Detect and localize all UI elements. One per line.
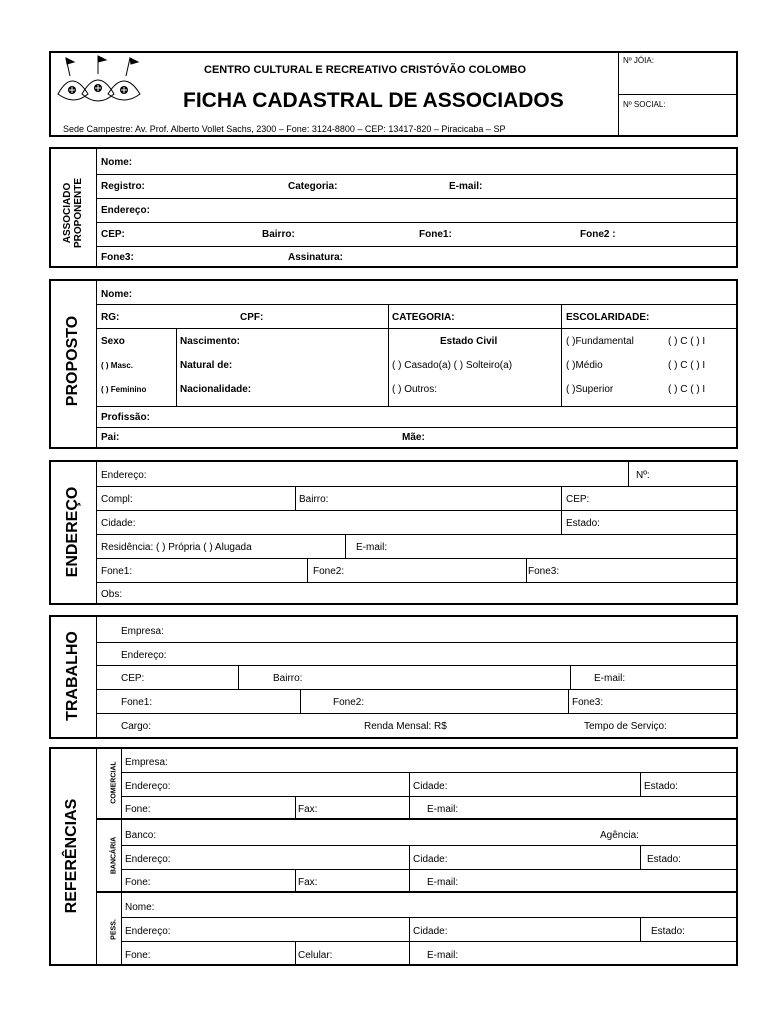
bancaria-pessoal-separator <box>97 891 737 893</box>
trabalho-col-line <box>568 690 569 713</box>
proposto-nascimento[interactable]: Nascimento: <box>180 336 241 347</box>
pessoal-celular[interactable]: Celular: <box>298 950 333 961</box>
endereco-estado[interactable]: Estado: <box>566 518 600 529</box>
endereco-col-line <box>295 487 296 510</box>
endereco-numero[interactable]: Nº: <box>636 470 650 481</box>
pessoal-cidade[interactable]: Cidade: <box>413 926 448 937</box>
endereco-fone3[interactable]: Fone3: <box>528 566 560 577</box>
comercial-cidade[interactable]: Cidade: <box>413 781 448 792</box>
org-name: CENTRO CULTURAL E RECREATIVO CRISTÓVÃO COLOMBO <box>204 64 527 76</box>
superior-option[interactable]: ( )Superior <box>566 384 614 395</box>
comercial-email[interactable]: E-mail: <box>427 804 459 815</box>
fundamental-option[interactable]: ( )Fundamental <box>566 336 634 347</box>
endereco-row-line <box>97 558 737 559</box>
pessoal-fone[interactable]: Fone: <box>125 950 151 961</box>
pessoal-estado[interactable]: Estado: <box>651 926 685 937</box>
proposto-side-label: PROPOSTO <box>64 315 81 407</box>
proponente-endereco[interactable]: Endereço: <box>101 205 150 216</box>
proposto-profissao[interactable]: Profissão: <box>101 412 150 423</box>
trabalho-row-line <box>97 689 737 690</box>
endereco-bairro[interactable]: Bairro: <box>299 494 329 505</box>
endereco-row-line <box>97 486 737 487</box>
proponente-side-label <box>62 163 84 263</box>
proponente-row-line <box>97 174 737 175</box>
referencias-sub-divider <box>121 748 122 965</box>
side-label-line1: ASSOCIADO <box>62 182 73 244</box>
estado-civil-outros[interactable]: ( ) Outros: <box>392 384 438 395</box>
trabalho-endereco[interactable]: Endereço: <box>121 650 167 661</box>
bancaria-row-line <box>122 869 737 870</box>
pessoal-nome[interactable]: Nome: <box>125 902 155 913</box>
endereco-col-line <box>628 461 629 486</box>
trabalho-side-label: TRABALHO <box>64 631 81 721</box>
proponente-box <box>49 147 738 268</box>
medio-option[interactable]: ( )Médio <box>566 360 603 371</box>
proponente-fone1[interactable]: Fone1: <box>419 229 452 240</box>
comercial-col-line <box>409 797 410 818</box>
trabalho-side-divider <box>96 616 97 738</box>
proposto-categoria[interactable]: CATEGORIA: <box>392 312 455 323</box>
bancaria-fone[interactable]: Fone: <box>125 877 151 888</box>
trabalho-row-line <box>97 713 737 714</box>
endereco-cidade[interactable]: Cidade: <box>101 518 136 529</box>
trabalho-empresa[interactable]: Empresa: <box>121 626 164 637</box>
proposto-estado-civil: Estado Civil <box>440 336 498 347</box>
proposto-row-line <box>97 304 737 305</box>
referencias-side-divider <box>96 748 97 965</box>
pessoal-endereco[interactable]: Endereço: <box>125 926 171 937</box>
social-label: Nº SOCIAL: <box>623 100 666 109</box>
trabalho-col-line <box>570 666 571 689</box>
bancaria-col-line <box>409 870 410 891</box>
proposto-col-line <box>388 305 389 406</box>
endereco-col-line <box>561 487 562 534</box>
comercial-fone[interactable]: Fone: <box>125 804 151 815</box>
pessoal-col-line <box>295 942 296 965</box>
proposto-rg[interactable]: RG: <box>101 312 120 323</box>
pessoal-email[interactable]: E-mail: <box>427 950 459 961</box>
proposto-pai[interactable]: Pai: <box>101 432 120 443</box>
bancaria-label: BANCÁRIA <box>110 836 118 875</box>
comercial-bancaria-separator <box>97 818 737 820</box>
proponente-nome[interactable]: Nome: <box>101 157 133 168</box>
pessoal-row-line <box>122 941 737 942</box>
proponente-row-line <box>97 222 737 223</box>
endereco-residencia[interactable]: Residência: ( ) Própria ( ) Alugada <box>101 542 252 553</box>
pessoal-col-line <box>640 918 641 941</box>
trabalho-row-line <box>97 665 737 666</box>
endereco-col-line <box>526 559 527 582</box>
bancaria-email[interactable]: E-mail: <box>427 877 459 888</box>
pessoal-row-line <box>122 917 737 918</box>
endereco-endereco[interactable]: Endereço: <box>101 470 147 481</box>
proposto-side-divider <box>96 280 97 448</box>
proposto-col-line <box>561 305 562 406</box>
trabalho-tempo[interactable]: Tempo de Serviço: <box>584 721 667 732</box>
trabalho-fone3[interactable]: Fone3: <box>572 697 604 708</box>
comercial-label: COMERCIAL <box>110 761 118 804</box>
club-address: Sede Campestre: Av. Prof. Alberto Vollet Sachs, 2300 – Fone: 3124-8800 – CEP: 13417-820 – Piracicaba – SP <box>63 124 506 134</box>
proposto-cpf[interactable]: CPF: <box>240 312 264 323</box>
trabalho-col-line <box>300 690 301 713</box>
endereco-box <box>49 460 738 605</box>
proponente-email[interactable]: E-mail: <box>449 181 483 192</box>
endereco-row-line <box>97 510 737 511</box>
trabalho-cep[interactable]: CEP: <box>121 673 145 684</box>
superior-ci[interactable]: ( ) C ( ) I <box>668 384 706 395</box>
proponente-row-line <box>97 246 737 247</box>
trabalho-cargo[interactable]: Cargo: <box>121 721 152 732</box>
proponente-registro[interactable]: Registro: <box>101 181 145 192</box>
proponente-fone2[interactable]: Fone2 : <box>580 229 616 240</box>
proposto-nome[interactable]: Nome: <box>101 289 133 300</box>
estado-civil-options[interactable]: ( ) Casado(a) ( ) Solteiro(a) <box>392 360 513 371</box>
trabalho-email[interactable]: E-mail: <box>594 673 626 684</box>
endereco-row-line <box>97 582 737 583</box>
side-label-line2: PROPONENTE <box>73 178 84 249</box>
proposto-nacionalidade[interactable]: Nacionalidade: <box>180 384 252 395</box>
bancaria-col-line <box>640 846 641 869</box>
proponente-side-divider <box>96 148 97 267</box>
comercial-col-line <box>295 797 296 818</box>
bancaria-banco[interactable]: Banco: <box>125 830 157 841</box>
bancaria-cidade[interactable]: Cidade: <box>413 854 448 865</box>
bancaria-estado[interactable]: Estado: <box>647 854 681 865</box>
trabalho-renda[interactable]: Renda Mensal: R$ <box>364 721 447 732</box>
proposto-natural[interactable]: Natural de: <box>180 360 233 371</box>
bancaria-row-line <box>122 845 737 846</box>
proposto-mae[interactable]: Mãe: <box>402 432 425 443</box>
comercial-row-line <box>122 772 737 773</box>
comercial-row-line <box>122 796 737 797</box>
sexo-fem-option[interactable]: ( ) Feminino <box>101 385 147 394</box>
bancaria-endereco[interactable]: Endereço: <box>125 854 171 865</box>
endereco-fone2[interactable]: Fone2: <box>313 566 345 577</box>
proponente-fone3[interactable]: Fone3: <box>101 252 134 263</box>
comercial-endereco[interactable]: Endereço: <box>125 781 171 792</box>
pessoal-label: PESS. <box>110 919 118 940</box>
endereco-obs[interactable]: Obs: <box>101 589 123 600</box>
proposto-row-line <box>97 406 737 407</box>
referencias-side-label: REFERÊNCIAS <box>63 798 80 914</box>
endereco-email[interactable]: E-mail: <box>356 542 388 553</box>
club-logo-icon <box>52 54 148 114</box>
bancaria-col-line <box>409 846 410 869</box>
pessoal-col-line <box>409 942 410 965</box>
proposto-row-line <box>97 427 737 428</box>
endereco-cep[interactable]: CEP: <box>566 494 590 505</box>
joia-label: Nº JÓIA: <box>623 56 654 65</box>
endereco-side-label: ENDEREÇO <box>64 486 81 578</box>
endereco-fone1[interactable]: Fone1: <box>101 566 133 577</box>
proponente-bairro[interactable]: Bairro: <box>262 229 295 240</box>
comercial-empresa[interactable]: Empresa: <box>125 757 168 768</box>
endereco-col-line <box>345 535 346 558</box>
endereco-compl[interactable]: Compl: <box>101 494 133 505</box>
fundamental-ci[interactable]: ( ) C ( ) I <box>668 336 706 347</box>
page-title: FICHA CADASTRAL DE ASSOCIADOS <box>183 89 564 112</box>
proposto-escolaridade: ESCOLARIDADE: <box>566 312 650 323</box>
endereco-col-line <box>307 559 308 582</box>
proponente-row-line <box>97 198 737 199</box>
pessoal-col-line <box>409 918 410 941</box>
proponente-categoria[interactable]: Categoria: <box>288 181 338 192</box>
medio-ci[interactable]: ( ) C ( ) I <box>668 360 706 371</box>
proposto-sexo: Sexo <box>101 336 125 347</box>
header-right-divider <box>618 94 737 95</box>
trabalho-fone1[interactable]: Fone1: <box>121 697 153 708</box>
trabalho-bairro[interactable]: Bairro: <box>273 673 303 684</box>
proposto-col-line <box>176 329 177 406</box>
proponente-assinatura[interactable]: Assinatura: <box>288 252 344 263</box>
bancaria-agencia[interactable]: Agência: <box>600 830 639 841</box>
proposto-row-line <box>97 328 737 329</box>
bancaria-fax[interactable]: Fax: <box>298 877 318 888</box>
trabalho-fone2[interactable]: Fone2: <box>333 697 365 708</box>
comercial-estado[interactable]: Estado: <box>644 781 678 792</box>
comercial-fax[interactable]: Fax: <box>298 804 318 815</box>
sexo-masc-option[interactable]: ( ) Masc. <box>101 361 134 370</box>
endereco-row-line <box>97 534 737 535</box>
comercial-col-line <box>409 773 410 796</box>
trabalho-row-line <box>97 642 737 643</box>
bancaria-col-line <box>295 870 296 891</box>
trabalho-col-line <box>238 666 239 689</box>
proponente-cep[interactable]: CEP: <box>101 229 125 240</box>
comercial-col-line <box>640 773 641 796</box>
